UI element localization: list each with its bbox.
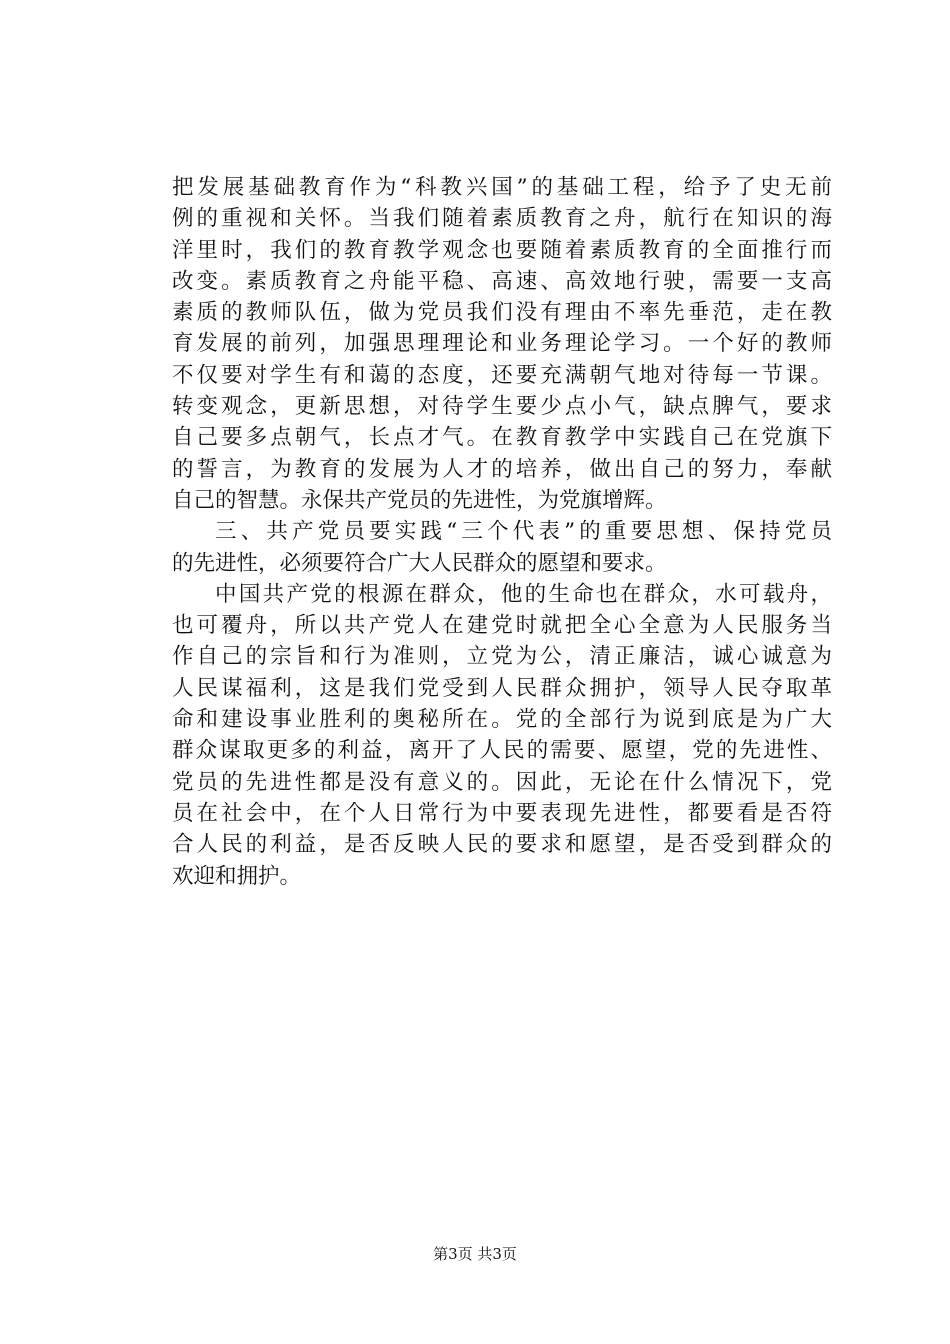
paragraph-first-line: 中国共产党的根源在群众，他的生命也在群众，水可载舟， bbox=[215, 581, 832, 607]
text-line: 人民谋福利，这是我们党受到人民群众拥护，领导人民夺取革 bbox=[172, 675, 832, 701]
text-line: 不仅要对学生有和蔼的态度，还要充满朝气地对待每一节课。 bbox=[172, 362, 832, 388]
text-line: 党员的先进性都是没有意义的。因此，无论在什么情况下，党 bbox=[172, 769, 832, 795]
text-line: 也可覆舟，所以共产党人在建党时就把全心全意为人民服务当 bbox=[172, 613, 832, 639]
page-number-footer: 第3页 共3页 bbox=[433, 1245, 517, 1263]
section-heading-line: 三、共产党员要实践“三个代表”的重要思想、保持党员 bbox=[215, 519, 832, 545]
text-line: 自己要多点朝气，长点才气。在教育教学中实践自己在党旗下 bbox=[172, 425, 832, 451]
text-line: 改变。素质教育之舟能平稳、高速、高效地行驶，需要一支高 bbox=[172, 268, 832, 294]
text-line: 转变观念，更新思想，对待学生要少点小气，缺点脾气，要求 bbox=[172, 394, 832, 420]
text-line: 把发展基础教育作为“科教兴国”的基础工程，给予了史无前 bbox=[172, 175, 832, 200]
text-line: 员在社会中，在个人日常行为中要表现先进性，都要看是否符 bbox=[172, 800, 832, 826]
section-heading-line: 的先进性，必须要符合广大人民群众的愿望和要求。 bbox=[172, 550, 667, 576]
text-line: 欢迎和拥护。 bbox=[172, 863, 302, 889]
text-line: 育发展的前列，加强思理理论和业务理论学习。一个好的教师 bbox=[172, 331, 832, 357]
text-line: 的誓言，为教育的发展为人才的培养，做出自己的努力，奉献 bbox=[172, 456, 832, 482]
text-line: 命和建设事业胜利的奥秘所在。党的全部行为说到底是为广大 bbox=[172, 707, 832, 733]
text-line: 群众谋取更多的利益，离开了人民的需要、愿望，党的先进性、 bbox=[172, 738, 832, 764]
body-text bbox=[172, 172, 832, 892]
text-line: 作自己的宗旨和行为准则，立党为公，清正廉洁，诚心诚意为 bbox=[172, 644, 832, 670]
text-line: 素质的教师队伍，做为党员我们没有理由不率先垂范，走在教 bbox=[172, 300, 832, 326]
text-line: 合人民的利益，是否反映人民的要求和愿望，是否受到群众的 bbox=[172, 832, 832, 858]
text-line: 自己的智慧。永保共产党员的先进性，为党旗增辉。 bbox=[172, 487, 667, 513]
text-line: 例的重视和关怀。当我们随着素质教育之舟，航行在知识的海 bbox=[172, 206, 832, 232]
text-line: 洋里时，我们的教育教学观念也要随着素质教育的全面推行而 bbox=[172, 237, 832, 263]
